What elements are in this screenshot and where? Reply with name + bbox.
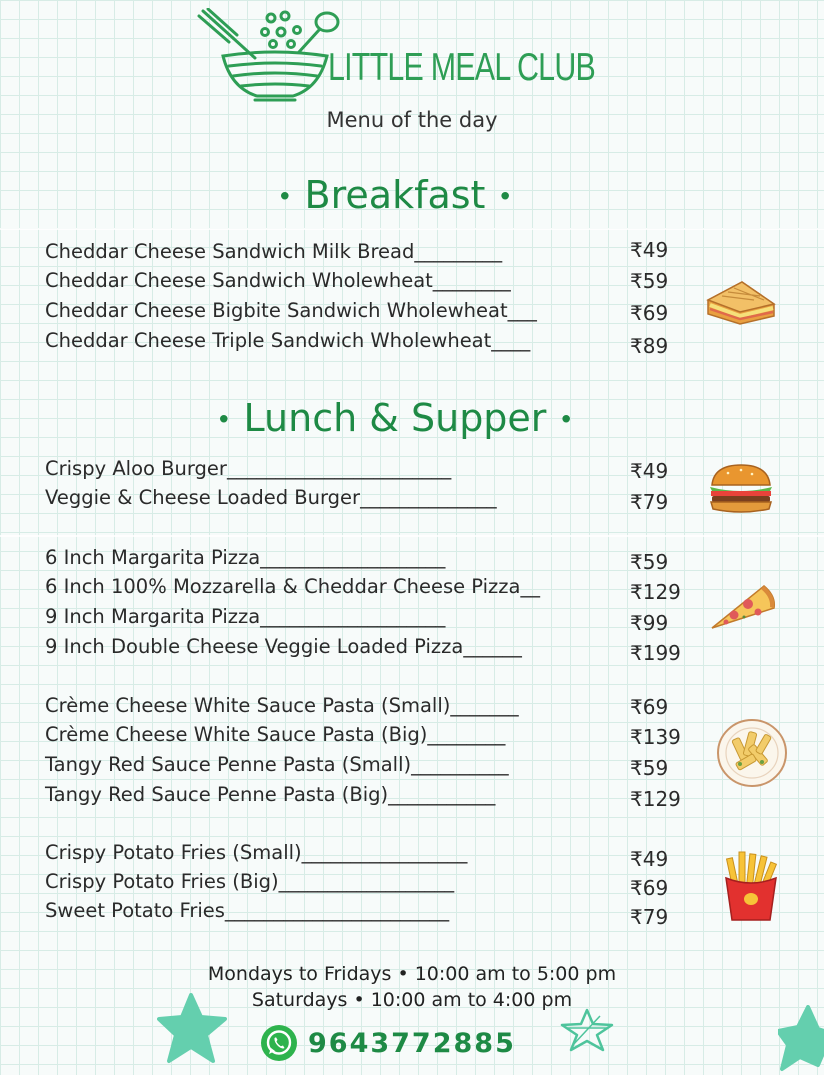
menu-item-price: ₹129 (630, 787, 681, 811)
menu-item-price: ₹59 (630, 550, 669, 574)
menu-item: Cheddar Cheese Sandwich Milk Bread_________ (45, 240, 503, 263)
menu-item-price: ₹129 (630, 580, 681, 604)
menu-item: Crispy Potato Fries (Big)__________________ (45, 870, 455, 893)
burger-icon (708, 463, 774, 515)
menu-item: Crispy Aloo Burger_______________________ (45, 457, 452, 480)
sandwich-icon (704, 278, 776, 328)
menu-item-price: ₹69 (630, 695, 669, 719)
menu-item: Cheddar Cheese Triple Sandwich Wholewheat____ (45, 329, 531, 352)
pasta-plate-icon (716, 718, 788, 788)
menu-item-price: ₹69 (630, 876, 669, 900)
paper-fold (0, 228, 824, 230)
menu-item-price: ₹199 (630, 641, 681, 665)
menu-item: Cheddar Cheese Sandwich Wholewheat________ (45, 269, 511, 292)
menu-item-price: ₹49 (630, 238, 669, 262)
menu-item-price: ₹89 (630, 334, 669, 358)
hours-weekdays: Mondays to Fridays • 10:00 am to 5:00 pm (207, 963, 617, 985)
star-decoration-icon (157, 993, 227, 1065)
whatsapp-icon[interactable] (259, 1023, 299, 1063)
fries-icon (722, 850, 780, 922)
pizza-slice-icon (708, 582, 778, 632)
phone-number[interactable]: 9643772885 (308, 1028, 516, 1059)
section-title-text: Lunch & Supper (243, 396, 547, 440)
menu-item: Crispy Potato Fries (Small)_________________ (45, 841, 468, 864)
menu-item: Tangy Red Sauce Penne Pasta (Small)__________ (45, 753, 509, 776)
menu-item-price: ₹99 (630, 611, 669, 635)
menu-item: 9 Inch Margarita Pizza___________________ (45, 605, 446, 628)
menu-item-price: ₹59 (630, 756, 669, 780)
menu-tagline: Menu of the day (326, 108, 498, 132)
star-outline-decoration-icon (560, 1008, 614, 1052)
section-title-breakfast: • Breakfast • (277, 173, 513, 217)
menu-item: 6 Inch 100% Mozzarella & Cheddar Cheese Pizza__ (45, 575, 540, 598)
menu-item-price: ₹139 (630, 725, 681, 749)
menu-item: 9 Inch Double Cheese Veggie Loaded Pizza______ (45, 635, 522, 658)
paper-fold (0, 535, 824, 537)
menu-item: Sweet Potato Fries_______________________ (45, 899, 450, 922)
menu-item: Cheddar Cheese Bigbite Sandwich Wholewheat___ (45, 299, 537, 322)
menu-item-price: ₹69 (630, 301, 669, 325)
section-title-lunch-supper: • Lunch & Supper • (216, 396, 574, 440)
menu-item: Crème Cheese White Sauce Pasta (Small)_______ (45, 694, 519, 717)
menu-item-price: ₹59 (630, 269, 669, 293)
hours-saturday: Saturdays • 10:00 am to 4:00 pm (251, 989, 573, 1011)
menu-item-price: ₹49 (630, 459, 669, 483)
menu-item: Crème Cheese White Sauce Pasta (Big)________ (45, 723, 506, 746)
menu-item: 6 Inch Margarita Pizza___________________ (45, 546, 446, 569)
menu-item: Veggie & Cheese Loaded Burger______________ (45, 486, 497, 509)
menu-item-price: ₹79 (630, 905, 669, 929)
menu-item-price: ₹79 (630, 490, 669, 514)
brand-name: LITTLE MEAL CLUB (328, 46, 596, 89)
star-decoration-icon (778, 1005, 824, 1075)
menu-item-price: ₹49 (630, 847, 669, 871)
menu-item: Tangy Red Sauce Penne Pasta (Big)___________ (45, 783, 496, 806)
section-title-text: Breakfast (304, 173, 486, 217)
